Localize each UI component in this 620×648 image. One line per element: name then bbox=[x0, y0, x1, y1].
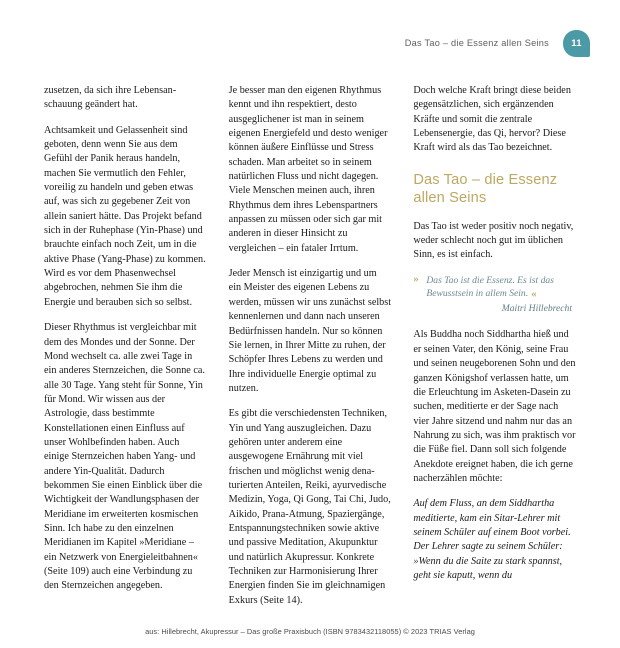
paragraph: Je besser man den eigenen Rhythmus kennt und ihn respektiert, desto ausgeglichener ist man in seinem eigenen Energiefeld und desto weniger können äußere Einflüsse und Stress schaden. Man arbeitet so in seinem natürlichen Fluss und nicht dagegen. Viele Menschen meinen auch, ihren Rhythmus dem ihres Lebenspartners anpassen zu müssen oder sich gar mit anderen in dieser Hinsicht zu vergleichen – ein fataler Irrtum. bbox=[228, 85, 388, 254]
paragraph: Dieser Rhythmus ist vergleichbar mit dem des Mondes und der Sonne. Der Mond wechselt ca. alle zwei Tage in ein anderes Sternzeichen, die Sonne ca. alle 30 Tage. Yang steht für Sonne, Yin für Mond. Wir wissen aus der Astrologie, dass bestimmte Konstellationen einen Einfluss auf unser Wohlbefinden haben. Auch einige Sternzeichen haben Yang- und andere Yin-Qualität. Dadurch bekommen Sie einen Einblick über die Wichtigkeit der Wandlungsphasen der Meridiane im erweiterten kosmischen Sinn. Ich habe zu den einzelnen Meridianen im Kapitel »Meridiane – ein Netzwerk von Energieleitbahnen« (Seite 109) auch eine Verbindung zu den Sternzeichen angegeben. bbox=[44, 322, 205, 592]
quote-open-mark-icon: » bbox=[413, 273, 419, 286]
pull-quote-attribution: Maitri Hillebrecht bbox=[501, 303, 573, 315]
paragraph: Jeder Mensch ist einzigartig und um ein Meister des eigenen Lebens zu werden, müssen wir uns zunächst selbst kennenlernen und dann nach unseren Bedürfnissen handeln. Nur so können Sie lernen, in Ihrer Mitte zu ruhen, der Schöpfer Ihres Lebens zu werden und Ihre individuelle Energie optimal zu nutzen. bbox=[228, 268, 392, 394]
paragraph: Achtsamkeit und Gelassenheit sind geboten, denn wenn Sie aus dem Gefühl der Panik heraus handeln, machen Sie vermutlich den Fehler, voreilig zu handeln und geben etwas auf, was sich zu gegebener Zeit von allein saniert hätte. Das Projekt befand sich in der Ruhephase (Yin-Phase) und brauchte einfach noch Zeit, um in die aktive Phase (Yang-Phase) zu kommen. Wird es vor dem Phasenwechsel abgebrochen, nehmen Sie ihm die Energie und berauben sich so selbst. bbox=[44, 124, 206, 308]
source-attribution-footer: aus: Hillebrecht, Akupressur – Das große Praxisbuch (ISBN 9783432118055) © 2023 TRIAS Verlag bbox=[145, 627, 475, 636]
column-three bbox=[413, 84, 576, 624]
running-header bbox=[405, 30, 590, 57]
paragraph: zusetzen, da sich ihre Lebensanschauung geändert hat. bbox=[44, 85, 177, 111]
section-heading: Das Tao – die Essenz allen Seins bbox=[413, 171, 558, 206]
pull-quote bbox=[413, 274, 576, 316]
column-one bbox=[44, 84, 207, 624]
three-column-text-body bbox=[44, 84, 576, 624]
quote-close-mark-icon: « bbox=[531, 287, 537, 300]
paragraph: Als Buddha noch Siddhartha hieß und er seinen Vater, den König, seine Frau und seinen neugeborenen Sohn und den ganzen Königshof verlassen hatte, um die Erleuchtung im Asketen-Dasein zu suchen, meditierte er der Sage nach vier Jahre sitzend und nahm nur das an Nahrung zu sich, was ihm praktisch vor die Füße fiel. Dann soll sich folgende Anekdote ereignet haben, die ich gerne nacherzählen möchte: bbox=[413, 329, 576, 484]
pull-quote-text-wrapper bbox=[413, 274, 576, 301]
pull-quote-text: Das Tao ist die Essenz. Es ist das Bewusstsein in allem Sein. bbox=[426, 274, 554, 300]
paragraph: Doch welche Kraft bringt diese beiden gegensätzlichen, sich ergänzenden Kräfte und somit die zentrale Lebensenergie, das Qi, hervor? Diese Kraft wird als das Tao bezeichnet. bbox=[413, 85, 571, 154]
page-number-badge: 11 bbox=[563, 30, 590, 57]
paragraph: Das Tao ist weder positiv noch negativ, weder schlecht noch gut im üblichen Sinn, es ist einfach. bbox=[413, 220, 574, 261]
anecdote-paragraph: Auf dem Fluss, an dem Siddhartha meditierte, kam ein Sitar-Lehrer mit seinem Schüler auf einem Boot vorbei. Der Lehrer sagte zu seinem Schüler: »Wenn du die Saite zu stark spannst, geht sie kaputt, wenn du bbox=[413, 498, 571, 581]
running-header-title: Das Tao – die Essenz allen Seins bbox=[404, 38, 549, 48]
paragraph: Es gibt die verschiedensten Techniken, Yin und Yang auszugleichen. Dazu gehören unter anderem eine ausgewogene Ernährung mit viel frischen und möglichst wenig denaturierten Anteilen, Reiki, ayurvedische Medizin, Yoga, Qi Gong, Tai Chi, Judo, Aikido, Prana-Atmung, Spaziergänge, Entspannungstechniken sowie aktive und passive Meditation, Akupunktur und natürlich Akupressur. Konkrete Techniken zur Harmonisierung Ihrer Energien finden Sie im gleichnamigen Exkurs (Seite 14). bbox=[228, 408, 391, 606]
column-two bbox=[229, 84, 392, 624]
